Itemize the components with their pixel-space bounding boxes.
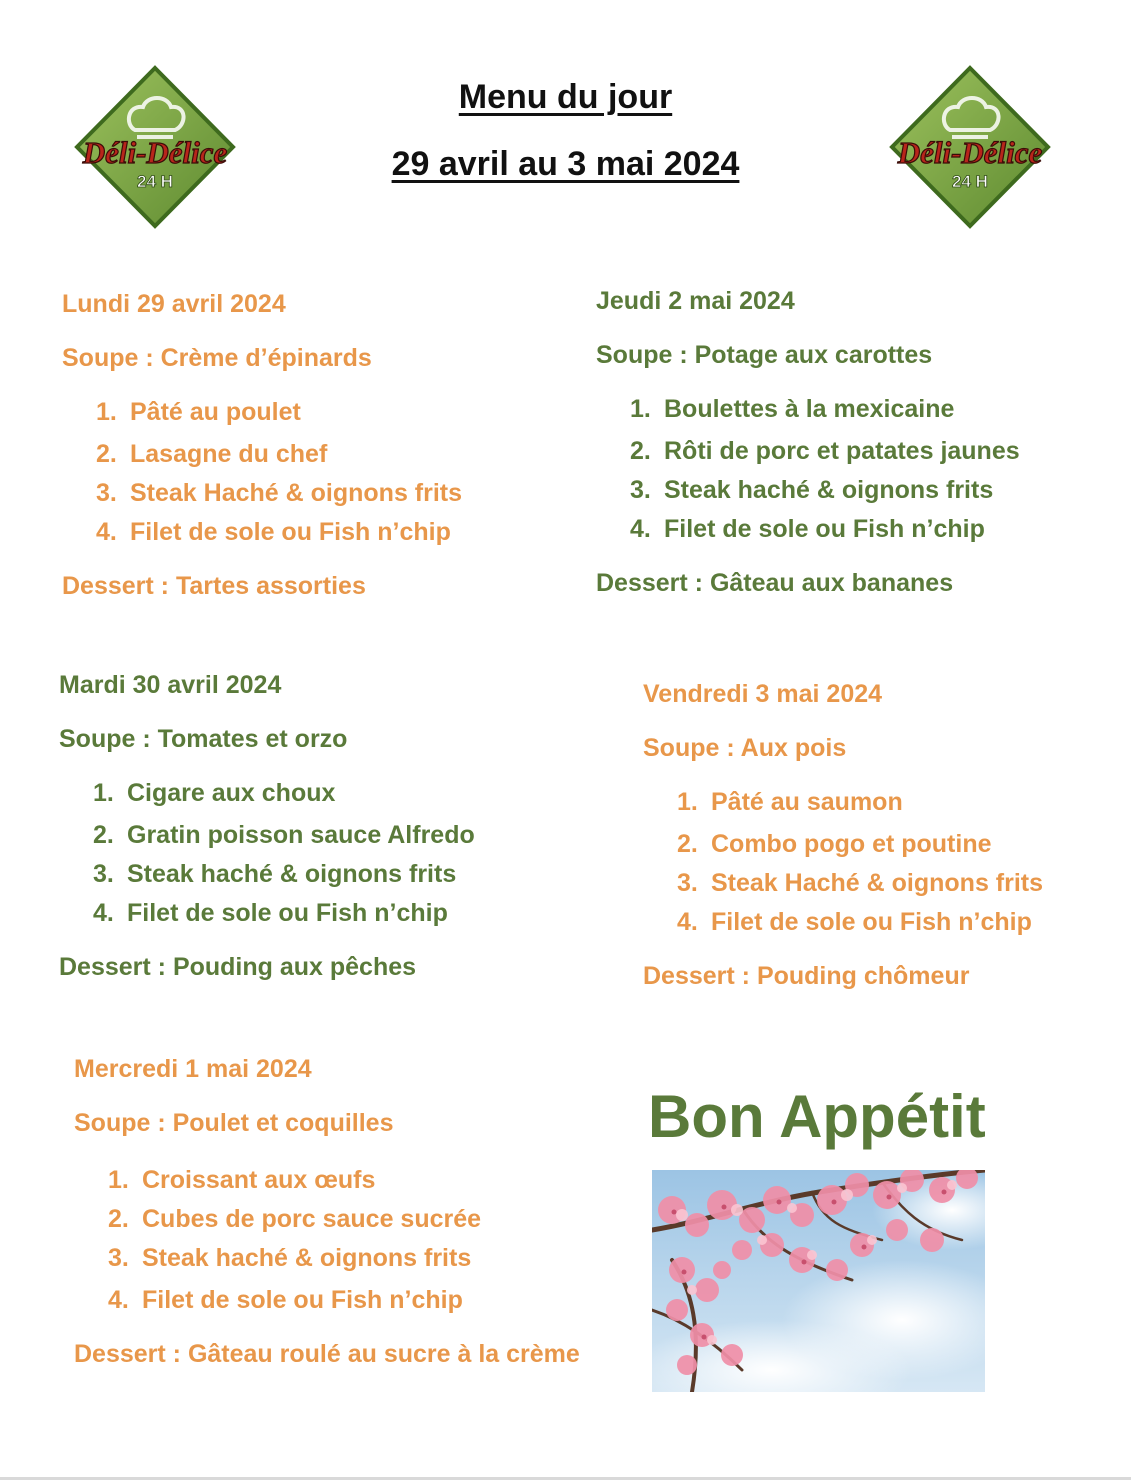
list-item: 2. Lasagne du chef (96, 440, 328, 468)
list-item: 3. Steak Haché & oignons frits (677, 869, 1044, 897)
bon-appetit-heading: Bon Appétit (648, 1083, 986, 1150)
list-item: 2. Combo pogo et poutine (677, 830, 992, 858)
logo-wordmark: Déli-Délice (82, 135, 228, 170)
list-item: 1. Croissant aux œufs (108, 1166, 376, 1194)
list-item: 1. Boulettes à la mexicaine (630, 395, 955, 423)
logo-sub: 24 H (952, 172, 988, 191)
list-item: 1. Pâté au saumon (677, 788, 903, 816)
list-item: 3. Steak haché & oignons frits (630, 476, 994, 504)
menu-date-range: 29 avril au 3 mai 2024 (391, 145, 740, 183)
day-soup: Soupe : Aux pois (643, 734, 847, 762)
day-dessert: Dessert : Tartes assorties (62, 572, 366, 600)
day-date: Jeudi 2 mai 2024 (596, 287, 795, 315)
list-item: 1. Pâté au poulet (96, 398, 301, 426)
menu-title: Menu du jour (458, 78, 673, 116)
list-item: 3. Steak haché & oignons frits (108, 1244, 472, 1272)
list-item: 3. Steak Haché & oignons frits (96, 479, 463, 507)
day-date: Vendredi 3 mai 2024 (643, 680, 883, 708)
list-item: 2. Rôti de porc et patates jaunes (630, 437, 1020, 465)
list-item: 3. Steak haché & oignons frits (93, 860, 457, 888)
day-soup: Soupe : Crème d’épinards (62, 344, 372, 372)
day-soup: Soupe : Tomates et orzo (59, 725, 348, 753)
day-dessert: Dessert : Pouding aux pêches (59, 953, 417, 981)
list-item: 4. Filet de sole ou Fish n’chip (108, 1286, 463, 1314)
list-item: 2. Cubes de porc sauce sucrée (108, 1205, 482, 1233)
list-item: 4. Filet de sole ou Fish n’chip (96, 518, 451, 546)
day-dessert: Dessert : Pouding chômeur (643, 962, 970, 990)
day-soup: Soupe : Poulet et coquilles (74, 1109, 394, 1137)
logo-wordmark: Déli-Délice (897, 135, 1043, 170)
day-dessert: Dessert : Gâteau roulé au sucre à la crème (74, 1340, 580, 1368)
day-dessert: Dessert : Gâteau aux bananes (596, 569, 954, 597)
list-item: 1. Cigare aux choux (93, 779, 336, 807)
list-item: 4. Filet de sole ou Fish n’chip (93, 899, 448, 927)
list-item: 4. Filet de sole ou Fish n’chip (677, 908, 1032, 936)
day-date: Mercredi 1 mai 2024 (74, 1055, 312, 1083)
day-date: Lundi 29 avril 2024 (62, 290, 286, 318)
cherry-blossom-image (652, 1170, 985, 1392)
day-date: Mardi 30 avril 2024 (59, 671, 282, 699)
day-soup: Soupe : Potage aux carottes (596, 341, 933, 369)
list-item: 2. Gratin poisson sauce Alfredo (93, 821, 475, 849)
logo-sub: 24 H (137, 172, 173, 191)
list-item: 4. Filet de sole ou Fish n’chip (630, 515, 985, 543)
